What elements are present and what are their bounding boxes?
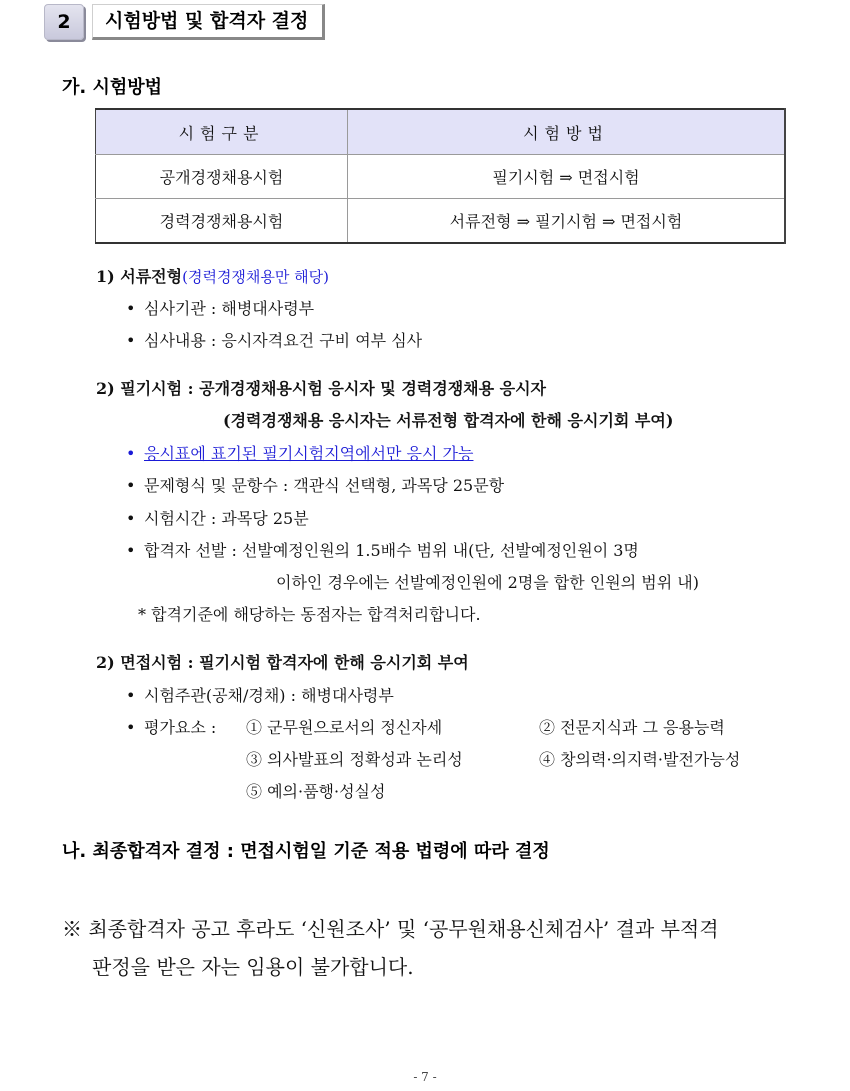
exam-method-table bbox=[95, 108, 786, 244]
page-number: - 7 - bbox=[413, 1070, 437, 1084]
list-item bbox=[126, 296, 314, 319]
list-item bbox=[126, 473, 504, 496]
list-item-text: 시험주관(공채/경채) : 해병대사령부 bbox=[144, 686, 394, 705]
list-item bbox=[126, 441, 473, 464]
list-item-text: 심사기관 : 해병대사령부 bbox=[144, 299, 315, 318]
bullet-icon: • bbox=[126, 444, 136, 463]
list-item-text: 심사내용 : 응시자격요건 구비 여부 심사 bbox=[144, 331, 423, 350]
subsection-heading-b: 나. 최종합격자 결정 : 면접시험일 기준 적용 법령에 따라 결정 bbox=[62, 841, 550, 862]
bullet-icon: • bbox=[126, 476, 136, 495]
table-cell: 경력경쟁채용시험 bbox=[96, 199, 348, 244]
footnote: * 합격기준에 해당하는 동점자는 합격처리합니다. bbox=[138, 605, 481, 624]
table-row bbox=[96, 199, 786, 244]
section-number-badge: 2 bbox=[44, 4, 84, 40]
exam-region-link[interactable]: 응시표에 표기된 필기시험지역에서만 응시 가능 bbox=[144, 444, 474, 463]
eval-criterion: ④ 창의력·의지력·발전가능성 bbox=[539, 750, 741, 769]
eval-criterion: ⑤ 예의·품행·성실성 bbox=[246, 782, 386, 801]
list-item-text: 문제형식 및 문항수 : 객관식 선택형, 과목당 25문항 bbox=[144, 476, 505, 495]
list-item bbox=[126, 506, 309, 529]
item-title: 1) 서류전형 bbox=[96, 267, 183, 286]
notice-line: 판정을 받은 자는 임용이 불가합니다. bbox=[92, 955, 414, 979]
list-item bbox=[126, 715, 216, 738]
bullet-icon: • bbox=[126, 331, 136, 350]
item-interview-title: 2) 면접시험 : 필기시험 합격자에 한해 응시기회 부여 bbox=[96, 653, 469, 672]
table-cell: 필기시험 ⇒ 면접시험 bbox=[348, 155, 786, 199]
list-item-text: 평가요소 : bbox=[144, 718, 217, 737]
section-title: 시험방법 및 합격자 결정 bbox=[92, 4, 325, 40]
item-note: (경력경쟁채용만 해당) bbox=[182, 268, 329, 286]
bullet-icon: • bbox=[126, 718, 136, 737]
list-item-text: 합격자 선발 : 선발예정인원의 1.5배수 범위 내(단, 선발예정인원이 3명 bbox=[144, 541, 639, 560]
table-row bbox=[96, 155, 786, 199]
eval-criterion: ② 전문지식과 그 응용능력 bbox=[539, 718, 725, 737]
table-cell: 서류전형 ⇒ 필기시험 ⇒ 면접시험 bbox=[348, 199, 786, 244]
subsection-heading-a: 가. 시험방법 bbox=[62, 77, 163, 98]
table-cell: 공개경쟁채용시험 bbox=[96, 155, 348, 199]
item-written-exam-title: 2) 필기시험 : 공개경쟁채용시험 응시자 및 경력경쟁채용 응시자 bbox=[96, 379, 547, 398]
notice-line: ※ 최종합격자 공고 후라도 ‘신원조사’ 및 ‘공무원채용신체검사’ 결과 부적격 bbox=[62, 917, 719, 941]
table-header-row bbox=[96, 109, 786, 155]
list-item-text: 시험시간 : 과목당 25분 bbox=[144, 509, 309, 528]
bullet-icon: • bbox=[126, 509, 136, 528]
eval-criterion: ① 군무원으로서의 정신자세 bbox=[246, 718, 443, 737]
item-written-exam-subtitle: (경력경쟁채용 응시자는 서류전형 합격자에 한해 응시기회 부여) bbox=[223, 411, 674, 430]
bullet-icon: • bbox=[126, 686, 136, 705]
list-item bbox=[126, 328, 422, 351]
list-item bbox=[126, 683, 394, 706]
list-item bbox=[126, 538, 639, 561]
item-document-screening bbox=[96, 264, 329, 287]
bullet-icon: • bbox=[126, 541, 136, 560]
table-header-cell: 시험방법 bbox=[348, 109, 786, 155]
list-item-continuation: 이하인 경우에는 선발예정인원에 2명을 합한 인원의 범위 내) bbox=[276, 573, 699, 592]
eval-criterion: ③ 의사발표의 정확성과 논리성 bbox=[246, 750, 463, 769]
bullet-icon: • bbox=[126, 299, 136, 318]
table-header-cell: 시험구분 bbox=[96, 109, 348, 155]
